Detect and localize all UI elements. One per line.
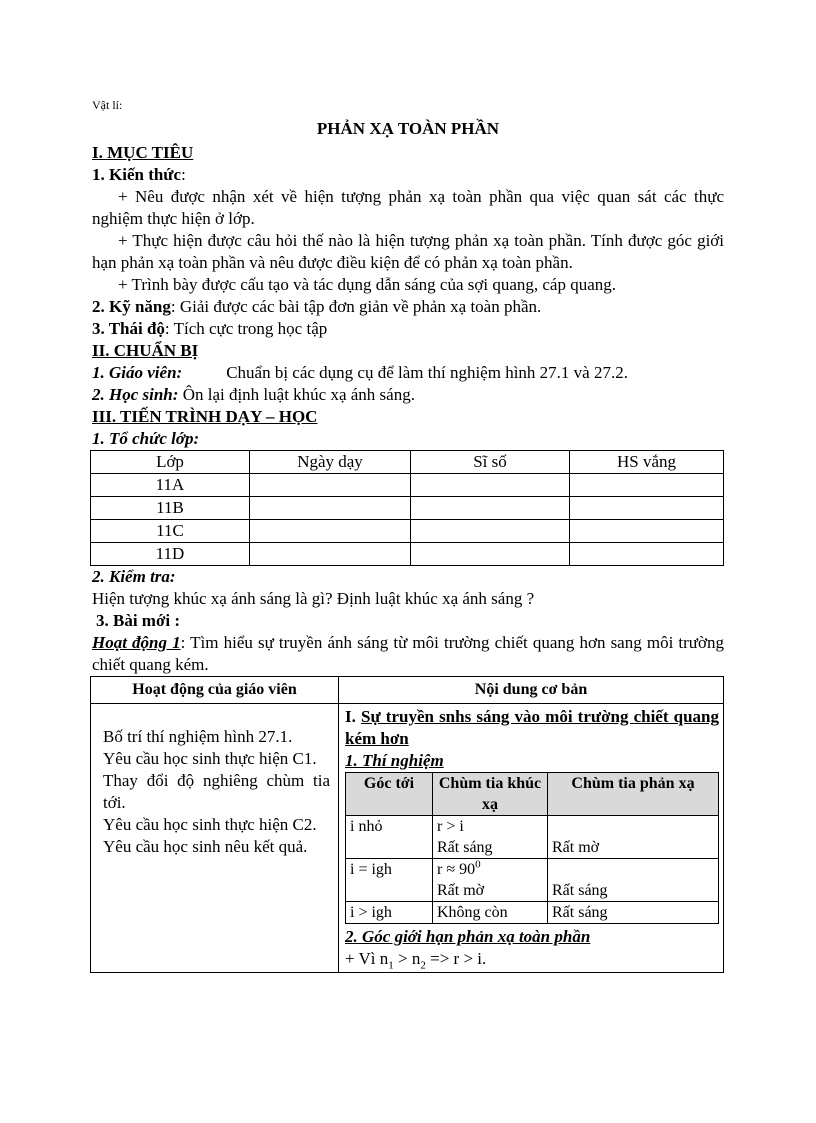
- attitude-line: [92, 318, 724, 340]
- experiment-label: 1. Thí nghiệm: [345, 751, 444, 770]
- class-cell: 11A: [91, 474, 250, 497]
- class-cell: 11B: [91, 497, 250, 520]
- absent-cell: [570, 543, 724, 566]
- n2-subscript: 2: [420, 959, 426, 972]
- knowledge-item-1: + Nêu được nhận xét về hiện tượng phản xạ toàn phần qua việc quan sát các thực nghiệm thực hiện ở lớp.: [92, 187, 724, 228]
- refracted-cell: Không còn: [433, 902, 548, 924]
- condition-prefix: + Vì n: [345, 949, 389, 968]
- reflected-cell: Rất sáng: [548, 859, 719, 902]
- knowledge-colon: :: [181, 165, 186, 184]
- knowledge-heading: [92, 164, 724, 186]
- class-cell: 11C: [91, 520, 250, 543]
- student-line: [92, 384, 724, 406]
- check-question: Hiện tượng khúc xạ ánh sáng là gì? Định luật khúc xạ ánh sáng ?: [92, 589, 535, 608]
- teacher-step: Yêu cầu học sinh thực hiện C2.: [103, 815, 317, 834]
- absent-cell: [570, 497, 724, 520]
- refracted-beam-header: Chùm tia khúc xạ: [433, 773, 548, 816]
- count-cell: [411, 474, 570, 497]
- content-header: Nội dung cơ bản: [339, 677, 724, 704]
- absent-cell: [570, 474, 724, 497]
- refracted-cell: [433, 816, 548, 859]
- teacher-step: Yêu cầu học sinh nêu kết quả.: [103, 837, 308, 856]
- activity-table-body: [91, 704, 724, 973]
- condition-mid: > n: [393, 949, 421, 968]
- subject-label: Vật lí:: [92, 98, 123, 112]
- table-row: [91, 474, 724, 497]
- class-table-header: [91, 451, 724, 474]
- skill-label: 2. Kỹ năng: [92, 297, 171, 316]
- activity-table: [90, 676, 724, 973]
- check-label: 2. Kiểm tra:: [92, 567, 176, 586]
- skill-text: : Giải được các bài tập đơn giản về phản xạ toàn phần.: [170, 297, 542, 316]
- page-title: PHẢN XẠ TOÀN PHẦN: [316, 119, 500, 138]
- refracted-line-2: Rất sáng: [437, 839, 493, 856]
- angle-cell: i = igh: [346, 859, 433, 902]
- reflected-cell: Rất mờ: [548, 816, 719, 859]
- class-header-cell: Sĩ số: [411, 451, 570, 474]
- degree-sup: 0: [475, 858, 481, 871]
- date-cell: [250, 543, 411, 566]
- knowledge-label: 1. Kiến thức: [92, 165, 182, 184]
- date-cell: [250, 520, 411, 543]
- date-cell: [250, 474, 411, 497]
- table-row: [91, 520, 724, 543]
- student-label: 2. Học sinh:: [92, 385, 179, 404]
- student-text: Ôn lại định luật khúc xạ ánh sáng.: [178, 385, 415, 404]
- refracted-line-2: Rất mờ: [437, 882, 485, 899]
- table-row: [91, 543, 724, 566]
- table-row: [346, 816, 719, 859]
- teacher-activity-cell: [91, 704, 339, 973]
- attitude-text: : Tích cực trong học tập: [164, 319, 328, 338]
- document-page: [92, 98, 724, 973]
- count-cell: [411, 520, 570, 543]
- content-cell: [339, 704, 724, 973]
- attitude-label: 3. Thái độ: [92, 319, 165, 338]
- condition-suffix: => r > i.: [425, 949, 487, 968]
- angle-cell: i > igh: [346, 902, 433, 924]
- new-lesson-label: 3. Bài mới :: [96, 611, 181, 630]
- content-heading: [345, 706, 719, 750]
- count-cell: [411, 497, 570, 520]
- content-heading-prefix: I.: [345, 707, 361, 726]
- angle-cell: i nhỏ: [346, 816, 433, 859]
- activity-line: [92, 632, 724, 676]
- class-header-cell: Lớp: [91, 451, 250, 474]
- teacher-text: Chuẩn bị các dụng cụ để làm thí nghiệm hình 27.1 và 27.2.: [226, 363, 628, 382]
- activity-label: Hoạt động 1: [92, 633, 181, 652]
- section-preparation-heading: II. CHUẨN BỊ: [92, 341, 199, 360]
- refracted-value: r ≈ 90: [437, 861, 476, 878]
- class-table: [90, 450, 724, 566]
- teacher-step: Bố trí thí nghiệm hình 27.1.: [103, 727, 293, 746]
- table-row: [91, 497, 724, 520]
- refracted-cell: [433, 859, 548, 902]
- teacher-label: 1. Giáo viên:: [92, 363, 183, 382]
- content-heading-text: Sự truyền snhs sáng vào môi trường chiết quang kém hơn: [345, 707, 719, 748]
- experiment-table-header: [346, 773, 719, 816]
- experiment-table: [345, 772, 719, 924]
- table-row: [346, 902, 719, 924]
- section-objectives-heading: I. MỤC TIÊU: [92, 143, 194, 162]
- class-header-cell: HS vắng: [570, 451, 724, 474]
- teacher-line: [92, 362, 724, 384]
- reflected-cell: Rất sáng: [548, 902, 719, 924]
- knowledge-item-2: + Thực hiện được câu hỏi thế nào là hiện tượng phản xạ toàn phần. Tính được góc giới hạn phản xạ toàn phần và nêu được điều kiện để có phản xạ toàn phần.: [92, 231, 724, 272]
- absent-cell: [570, 520, 724, 543]
- count-cell: [411, 543, 570, 566]
- teacher-activity-header: Hoạt động của giáo viên: [91, 677, 339, 704]
- activity-text: : Tìm hiểu sự truyền ánh sáng từ môi trường chiết quang hơn sang môi trường chiết quang kém.: [92, 633, 724, 674]
- refracted-line-1: r > i: [437, 818, 464, 835]
- teacher-step: Thay đổi độ nghiêng chùm tia tới.: [103, 771, 330, 812]
- skill-line: [92, 296, 724, 318]
- class-organization-label: 1. Tổ chức lớp:: [92, 429, 200, 448]
- index-condition-line: [345, 948, 719, 970]
- class-cell: 11D: [91, 543, 250, 566]
- n1-subscript: 1: [388, 959, 394, 972]
- refracted-line-1: [437, 859, 543, 880]
- section-process-heading: III. TIẾN TRÌNH DẠY – HỌC: [92, 407, 318, 426]
- reflected-beam-header: Chùm tia phản xạ: [548, 773, 719, 816]
- table-row: [346, 859, 719, 902]
- incident-angle-header: Góc tới: [346, 773, 433, 816]
- knowledge-item-3: + Trình bày được cấu tạo và tác dụng dẫn sáng của sợi quang, cáp quang.: [118, 275, 617, 294]
- date-cell: [250, 497, 411, 520]
- teacher-step: Yêu cầu học sinh thực hiện C1.: [103, 749, 317, 768]
- class-header-cell: Ngày dạy: [250, 451, 411, 474]
- critical-angle-label: 2. Góc giới hạn phản xạ toàn phần: [345, 927, 591, 946]
- activity-table-header: [91, 677, 724, 704]
